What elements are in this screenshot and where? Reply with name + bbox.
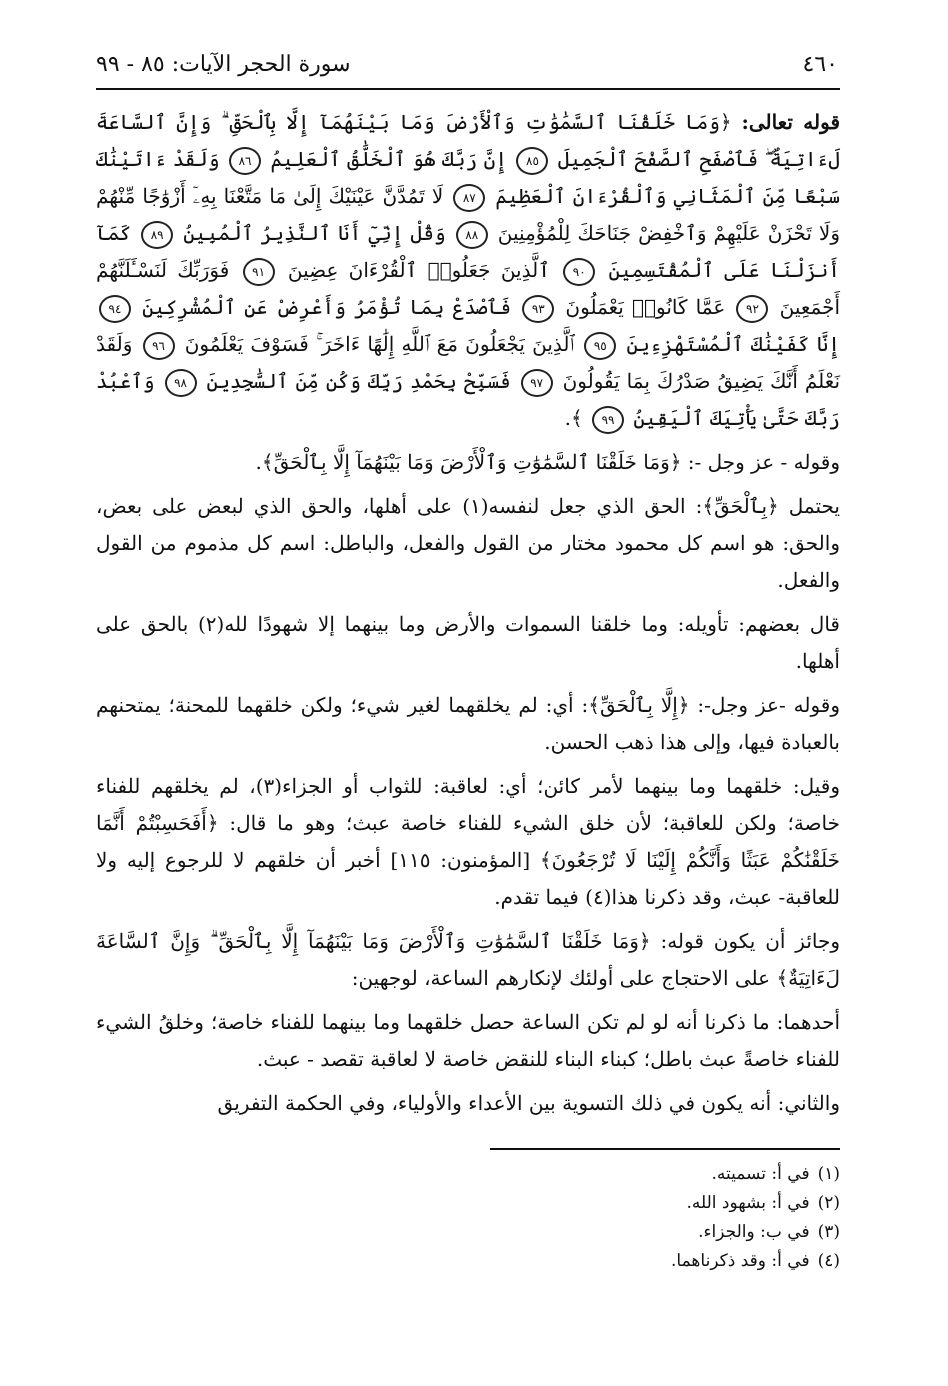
verse-text: ٱلَّذِينَ جَعَلُوا۟ ٱلْقُرْءَانَ عِضِينَ (277, 258, 550, 282)
footnote-number: (٣) (817, 1222, 840, 1242)
verse-number-marker: ٩٨ (165, 369, 197, 397)
paragraph: وجائز أن يكون قوله: ﴿وَمَا خَلَقْنَا ٱلسَّمَٰوَٰتِ وَٱلْأَرْضَ وَمَا بَيْنَهُمَآ إِلَّا بِٱلْحَقِّ ۗ وَإِنَّ ٱلسَّاعَةَ لَءَاتِيَةٌ﴾ على الاحتجاج على أولئك لإنكارهم الساعة، لوجهين: (96, 929, 840, 990)
footnote (440, 1247, 840, 1276)
verse-text: كَمَآ أَنزَلْنَا عَلَى ٱلْمُقْتَسِمِينَ (96, 221, 841, 282)
main-text (96, 104, 840, 1129)
verse-text: وَٱعْبُدْ رَبَّكَ حَتَّىٰ يَأْتِيَكَ ٱلْيَقِينُ (96, 369, 840, 430)
verse-number-marker: ٩٩ (592, 406, 624, 434)
verse-number-marker: ٨٦ (229, 147, 261, 175)
verse-number-marker: ٩٦ (143, 332, 175, 360)
paragraph: وقوله -عز وجل-: ﴿إِلَّا بِٱلْحَقِّ﴾: أي: لم يخلقهما لغير شيء؛ ولكن خلقهما للمحنة؛ يمتحنهم بالعبادة فيها، وإلى هذا ذهب الحسن. (96, 693, 840, 754)
verse-text: فَوَرَبِّكَ لَنَسْـَٔلَنَّهُمْ أَجْمَعِينَ (96, 258, 841, 319)
passage-closing: ﴾. (564, 406, 583, 430)
verse-number-marker: ٩٤ (99, 295, 131, 323)
footnote-number: (٢) (817, 1193, 840, 1213)
verse-number-marker: ٩٥ (584, 332, 616, 360)
verse-number-marker: ٨٩ (141, 221, 173, 249)
quran-passage (96, 104, 840, 437)
verse-text: فَسَبِّحْ بِحَمْدِ رَبِّكَ وَكُن مِّنَ ٱلسَّٰجِدِينَ (199, 369, 511, 393)
verse-number-marker: ٨٨ (456, 221, 488, 249)
footnote-divider (490, 1148, 840, 1150)
paragraph: وقيل: خلقهما وما بينهما لأمر كائن؛ أي: لعاقبة: للثواب أو الجزاء(٣)، لم يخلقهم للفناء خاصة؛ ولكن للعاقبة؛ لأن خلق الشيء للفناء خاصة عبث؛ وهو ما قال: ﴿أَفَحَسِبْتُمْ أَنَّمَا خَلَقْنَٰكُمْ عَبَثًا وَأَنَّكُمْ إِلَيْنَا لَا تُرْجَعُونَ﴾ [المؤمنون: ١١٥] أخبر أن خلقهم لا للرجوع إليه ولا للعاقبة- عبث، وقد ذكرنا هذا(٤) فيما تقدم. (96, 774, 841, 909)
passage-label: قوله تعالى: (741, 110, 840, 134)
verse-number-marker: ٩٢ (736, 295, 768, 323)
footnote-text: في أ: بشهود الله. (686, 1193, 810, 1213)
footnote-number: (٤) (817, 1251, 840, 1271)
footnote-text: في أ: وقد ذكرناهما. (671, 1251, 810, 1271)
verse-text: إِنَّ رَبَّكَ هُوَ ٱلْخَلَّٰقُ ٱلْعَلِيمُ (264, 147, 508, 171)
paragraph: أحدهما: ما ذكرنا أنه لو لم تكن الساعة حصل خلقهما وما بينهما للفناء خاصة؛ وخلقُ الشيء للفناء خاصةً عبث باطل؛ كبناء البناء للنقض خاصة لا لعاقبة تقصد - عبث. (96, 1010, 841, 1071)
verses-container (96, 110, 840, 430)
footnote (440, 1160, 840, 1189)
verse-text: لَا تَمُدَّنَّ عَيْنَيْكَ إِلَىٰ مَا مَتَّعْنَا بِهِۦٓ أَزْوَٰجًا مِّنْهُمْ وَلَا تَحْزَنْ عَلَيْهِمْ وَٱخْفِضْ جَنَاحَكَ لِلْمُؤْمِنِينَ (96, 184, 840, 245)
footnote (440, 1189, 840, 1218)
footnote-number: (١) (817, 1164, 840, 1184)
verse-text: فَٱصْدَعْ بِمَا تُؤْمَرُ وَأَعْرِضْ عَنِ ٱلْمُشْرِكِينَ (134, 295, 512, 319)
header-divider (96, 88, 840, 90)
paragraph: يحتمل ﴿بِٱلْحَقِّ﴾: الحق الذي جعل لنفسه(١) على أهلها، والحق الذي لبعض على بعض، والحق: هو اسم كل محمود مختار من القول والفعل، والباطل: اسم كل مذموم من القول والفعل. (96, 494, 840, 592)
footnote-text: في أ: تسميته. (711, 1164, 810, 1184)
verse-number-marker: ٨٧ (453, 184, 485, 212)
paragraph: قال بعضهم: تأويله: وما خلقنا السموات والأرض وما بينهما إلا شهودًا لله(٢) بالحق على أهلها. (96, 612, 840, 673)
verse-text: وَقُلْ إِنِّيٓ أَنَا ٱلنَّذِيرُ ٱلْمُبِينُ (176, 221, 446, 245)
footnote (440, 1218, 840, 1247)
verse-text: ٱلَّذِينَ يَجْعَلُونَ مَعَ ٱللَّهِ إِلَٰهًا ءَاخَرَ ۚ فَسَوْفَ يَعْلَمُونَ (177, 332, 575, 356)
page-header (96, 46, 838, 82)
verse-text: ﴿وَمَا خَلَقْنَا ٱلسَّمَٰوَٰتِ وَٱلْأَرْضَ وَمَا بَيْنَهُمَآ إِلَّا بِٱلْحَقِّ ۗ وَإِنَّ ٱلسَّاعَةَ لَءَاتِيَةٌ ۖ فَٱصْفَحِ ٱلصَّفْحَ ٱلْجَمِيلَ (96, 110, 840, 171)
footnotes (440, 1160, 840, 1276)
verse-text: عَمَّا كَانُوا۟ يَعْمَلُونَ (557, 295, 726, 319)
verse-number-marker: ٩٣ (522, 295, 554, 323)
verse-number-marker: ٨٥ (516, 147, 548, 175)
footnote-text: في ب: والجزاء. (698, 1222, 810, 1242)
verse-text: إِنَّا كَفَيْنَٰكَ ٱلْمُسْتَهْزِءِينَ (619, 332, 841, 356)
running-title: سورة الحجر الآيات: ٨٥ - ٩٩ (96, 51, 351, 77)
verse-text: وَلَقَدْ ءَاتَيْنَٰكَ سَبْعًا مِّنَ ٱلْمَثَانِي وَٱلْقُرْءَانَ ٱلْعَظِيمَ (96, 147, 840, 208)
verse-text: وَلَقَدْ نَعْلَمُ أَنَّكَ يَضِيقُ صَدْرُكَ بِمَا يَقُولُونَ (96, 332, 841, 393)
verse-number-marker: ٩٧ (521, 369, 553, 397)
page-number: ٤٦٠ (802, 51, 838, 77)
verse-number-marker: ٩٠ (563, 258, 595, 286)
paragraph: والثاني: أنه يكون في ذلك التسوية بين الأعداء والأولياء، وفي الحكمة التفريق (217, 1091, 840, 1115)
paragraph: وقوله - عز وجل -: ﴿وَمَا خَلَقْنَا ٱلسَّمَٰوَٰتِ وَٱلْأَرْضَ وَمَا بَيْنَهُمَآ إِلَّا بِٱلْحَقِّ﴾. (255, 450, 840, 474)
verse-number-marker: ٩١ (243, 258, 275, 286)
